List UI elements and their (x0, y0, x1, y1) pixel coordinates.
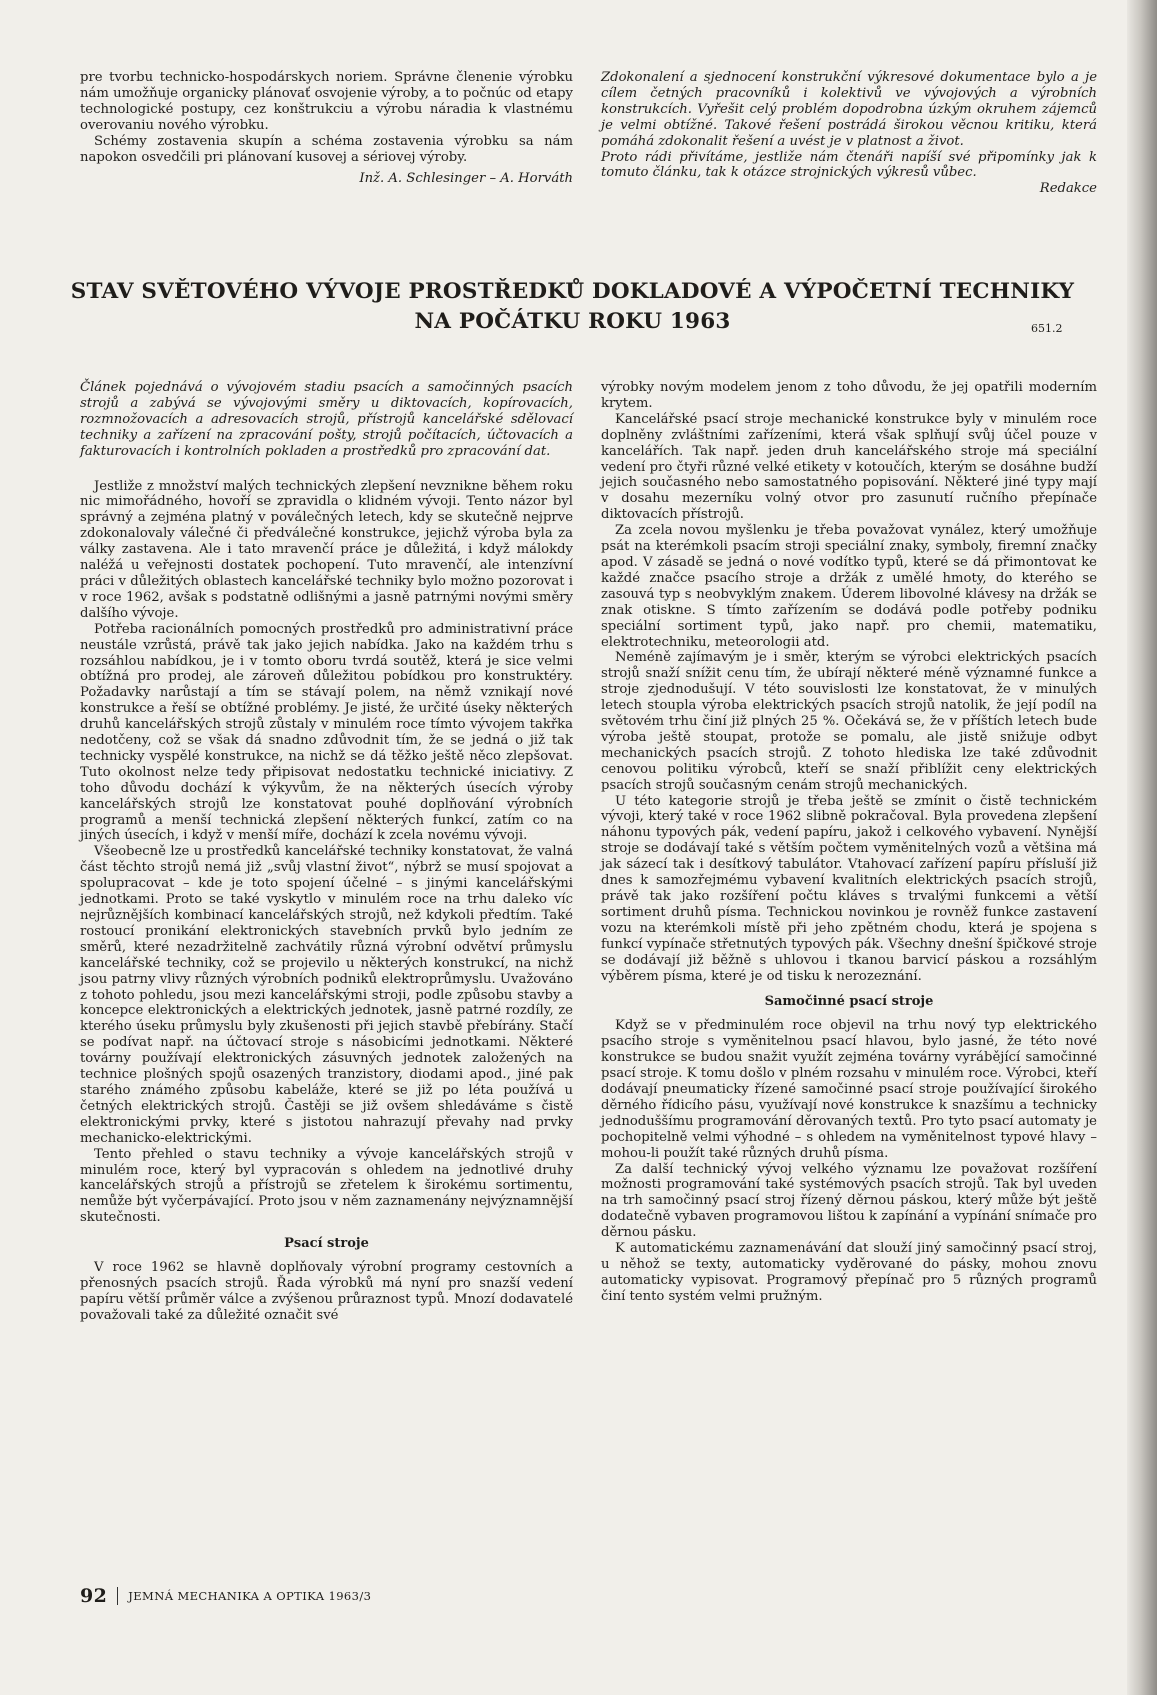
article-right-column (601, 380, 1097, 1305)
editorial-paragraph: Proto rádi přivítáme, jestliže nám čtenáři napíší své připomínky jak k tomuto článku, tak k otázce strojnických výkresů vůbec. (601, 149, 1097, 181)
body-paragraph: K automatickému zaznamenávání dat slouží jiný samočinný psací stroj, u něhož se texty, automaticky vyděrované do pásky, mohou znovu automaticky vypisovat. Programový přepínač pro 5 různých programů činí tento systém velmi pružným. (601, 1241, 1097, 1304)
body-paragraph: Tento přehled o stavu techniky a vývoje kancelářských strojů v minulém roce, který byl vypracován s ohledem na jednotlivé druhy kancelářských strojů a přístrojů se zřetelem k širokému sortimentu, nemůže být vyčerpávající. Proto jsou v něm zaznamenány nejvýznamnější skutečnosti. (80, 1146, 573, 1226)
body-paragraph: Neméně zajímavým je i směr, kterým se výrobci elektrických psacích strojů snaží snížit cenu tím, že ubírají některé méně významné funkce a stroje zjednodušují. V této souvislosti lze konstatovat, že v minulých letech stoupla výroba elektrických psacích strojů natolik, že její podíl na světovém trhu činí již plných 25 %. Očekává se, že v příštích letech bude výroba ještě stoupat, protože se pomalu, ale jistě snižuje odbyt mechanických psacích strojů. Z tohoto hlediska lze také zdůvodnit cenovou politiku výrobců, kteří se snaží přiblížit ceny elektrických psacích strojů současným cenám strojů mechanických. (601, 650, 1097, 793)
body-paragraph: V roce 1962 se hlavně doplňovaly výrobní programy cestovních a přenosných psacích strojů. Řada výrobků má nyní pro snazší vedení papíru větší průměr válce a zvýšenou průraznost typů. Mnozí dodavatelé považovali také za důležité označit své (80, 1260, 573, 1323)
editorial-note (601, 70, 1097, 197)
body-paragraph: Kancelářské psací stroje mechanické konstrukce byly v minulém roce doplněny zvláštními zařízeními, která však splňují svůj účel pouze v kancelářích. Tak např. jeden druh kancelářského stroje má speciální vedení pro čtyři různé velké etikety v kotoučích, kterým se dosáhne budží jejich současného nebo samostatného popisování. Některé jiné typy mají v dosahu mezerníku volný otvor pro zasunutí ručního přepínače diktovacích přístrojů. (601, 411, 1097, 523)
title-line-1: STAV SVĚTOVÉHO VÝVOJE PROSTŘEDKŮ DOKLADOVÉ A VÝPOČETNÍ TECHNIKY (70, 279, 1075, 304)
article-title (60, 277, 1085, 337)
journal-name: JEMNÁ MECHANIKA A OPTIKA 1963/3 (128, 1589, 372, 1603)
udc-classification: 651.2 (1031, 322, 1063, 335)
body-paragraph: Potřeba racionálních pomocných prostředků pro administrativní práce neustále vzrůstá, právě tak jako jejich nabídka. Jako na každém trhu s rozsáhlou nabídkou, je i v tomto oboru tvrdá soutěž, která je sice velmi obtížná pro prodej, ale zároveň důležitou pobídkou pro konstruktéry. Požadavky narůstají a tím se stávají polem, na němž vznikají nové konstrukce a řeší se obtížné problémy. Je jisté, že určité úseky některých druhů kancelářských strojů zůstaly v minulém roce tímto vývojem takřka nedotčeny, což se však dá snadno zdůvodnit tím, že se jedná o již tak technicky vyspělé konstrukce, na nichž se dá těžko ještě něco zlepšovat. Tuto okolnost nelze tedy připisovat nedostatku technické iniciativy. Z toho důvodu dochází k výkyvům, že na některých úsecích výroby kancelářských strojů lze konstatovat pouhé doplňování výrobních programů a menší technická zlepšení některých funkcí, zatím co na jiných úsecích, i když v menší míře, dochází k zcela novému vývoji. (80, 621, 573, 844)
title-line-2: NA POČÁTKU ROKU 1963 (414, 309, 731, 334)
body-paragraph: Jestliže z množství malých technických zlepšení nevznikne během roku nic mimořádného, hovoří se zpravidla o klidném vývoji. Tento názor byl správný a zejména platný v poválečných letech, kdy se skutečně nejprve zdokonalovaly válečné či předválečné konstrukce, jejichž výroba byla za války zastavena. Ale i tato mravenčí práce je důležitá, i když málokdy naléžá u veřejnosti dostatek pochopení. Tuto mravenčí, ale intenzívní práci v důležitých oblastech kancelářské techniky bylo možno pozorovat i v roce 1962, avšak s podstatně odlišnými a jasně patrnými novými směry dalšího vývoje. (80, 478, 573, 621)
editorial-signoff: Redakce (1039, 181, 1097, 197)
section-heading-psaci-stroje: Psací stroje (284, 1236, 369, 1252)
previous-article-column (80, 70, 573, 187)
page-number: 92 (80, 1585, 108, 1607)
page-edge-shadow (1127, 0, 1157, 1695)
section-heading-samocinne: Samočinné psací stroje (764, 994, 934, 1010)
page-footer (80, 1585, 371, 1607)
body-paragraph: Všeobecně lze u prostředků kancelářské techniky konstatovat, že valná část těchto strojů nemá již „svůj vlastní život“, nýbrž se musí spojovat a spolupracovat – kde je toto spojení účelné – s jinými kancelářskými jednotkami. Proto se také vyskytlo v minulém roce na trhu daleko víc nejrůznějších kombinací kancelářských strojů, než kdykoli předtím. Také rostoucí pronikání elektronických stavebních prvků bylo jedním ze směrů, které nezadržitelně zachvátily různá výrobní odvětví průmyslu kancelářské techniky, což se projevilo u některých konstrukcí, na nichž jsou patrny vlivy různých výrobních podniků elektroprůmyslu. Uvažováno z tohoto pohledu, jsou mezi kancelářskými stroji, podle způsobu stavby a koncepce elektronických a elektrických jednotek, jasně patrné rozdíly, ze kterého úseku průmyslu byly zkušenosti při jejich stavbě přebírány. Stačí se podívat např. na účtovací stroje s násobicími jednotkami. Některé továrny používají elektronických zásuvných jednotek založených na technice plošných spojů osazených tranzistory, diodami apod., jiné pak starého známého způsobu kabeláže, které se již po léta používá u četných elektrických strojů. Častěji se již ovšem shledáváme s čistě elektronickými prvky, které s jistotou nahrazují převahy nad prvky mechanicko-elektrickými. (80, 844, 573, 1146)
body-paragraph: výrobky novým modelem jenom z toho důvodu, že jej opatřili moderním krytem. (601, 380, 1097, 411)
author-signature: Inž. A. Schlesinger – A. Horváth (359, 171, 573, 187)
body-paragraph: Za další technický vývoj velkého významu lze považovat rozšíření možnosti programování také systémových psacích strojů. Tak byl uveden na trh samočinný psací stroj řízený děrnou páskou, který může být ještě dodatečně vybaven programovou lištou k zapínání a vypínání snímače pro děrnou pásku. (601, 1161, 1097, 1241)
footer-divider (117, 1587, 118, 1605)
body-paragraph: Za zcela novou myšlenku je třeba považovat vynález, který umožňuje psát na kterémkoli psacím stroji speciální znaky, symboly, firemní značky apod. V zásadě se jedná o nové vodítko typů, které se dá přimontovat ke každé značce psacího stroje a držák z umělé hmoty, do kterého se zasouvá typ s neobvyklým znakem. Úderem libovolné klávesy na držák se znak otiskne. S tímto zařízením se dodává podle potřeby podniku speciální sortiment typů, jako např. pro chemii, matematiku, elektrotechniku, meteorologii atd. (601, 523, 1097, 650)
article-left-column (80, 380, 573, 1324)
body-paragraph: Schémy zostavenia skupín a schéma zostavenia výrobku sa nám napokon osvedčili pri plánovaní kusovej a sériovej výroby. (80, 133, 573, 165)
body-paragraph: Když se v předminulém roce objevil na trhu nový typ elektrického psacího stroje s vyměnitelnou psací hlavou, bylo jasné, že této nové konstrukce se budou snažit využít zejména továrny vyrábějící samočinné psací stroje. K tomu došlo v plném rozsahu v minulém roce. Výrobci, kteří dodávají pneumaticky řízené samočinné psací stroje používající širokého děrného řídicího pásu, využívají nové konstrukce k snazšímu a technicky jednoduššímu programování děrovaných textů. Pro tyto psací automaty je pochopitelně velmi výhodné – s ohledem na vyměnitelnost typové hlavy – mohou-li použít také různých druhů písma. (601, 1018, 1097, 1161)
editorial-paragraph: Zdokonalení a sjednocení konstrukční výkresové dokumentace bylo a je cílem četných pracovníků i kolektivů ve vývojových a výrobních konstrukcích. Vyřešit celý problém dopodrobna úzkým okruhem zájemců je velmi obtížné. Takové řešení postrádá širokou věcnou kritiku, která pomáhá zdokonalit řešení a uvést je v platnost a život. (601, 70, 1097, 149)
body-paragraph: pre tvorbu technicko-hospodárskych noriem. Správne členenie výrobku nám umožňuje organicky plánovať osvojenie výroby, a to počnúc od etapy technologické postupy, cez konštrukciu a výrobu náradia k vlastnému overovaniu nového výrobku. (80, 70, 573, 133)
body-paragraph: U této kategorie strojů je třeba ještě se zmínit o čistě technickém vývoji, který také v roce 1962 slibně pokračoval. Byla provedena zlepšení náhonu typových pák, vedení papíru, jakož i celkového vybavení. Nynější stroje se dodávají také s větším počtem vyměnitelných vozů a většina má jak sázecí tak i desítkový tabulátor. Vtahovací zařízení papíru přísluší již dnes k samozřejmému vybavení kvalitních elektrických psacích strojů, právě tak jako rozšíření počtu kláves s trvalými funkcemi a větší sortiment druhů písma. Technickou novinkou je rovněž funkce zastavení vozu na kterémkoli místě při jeho zpětném chodu, která je spojena s funkcí vypínače střetnutých typových pák. Všechny dnešní špičkové stroje se dodávají již běžně s uhlovou i tkanou barvicí páskou a rozsáhlým výběrem písma, které je od tisku k nerozeznání. (601, 793, 1097, 984)
article-abstract: Článek pojednává o vývojovém stadiu psacích a samočinných psacích strojů a zabývá se vývojovými směry u diktovacích, kopírovacích, rozmnožovacích a adresovacích strojů, přístrojů kancelářské sdělovací techniky a zařízení na zpracování pošty, strojů počítacích, účtovacích a fakturovacích i kontrolních pokladen a prostředků pro zpracování dat. (80, 380, 573, 459)
